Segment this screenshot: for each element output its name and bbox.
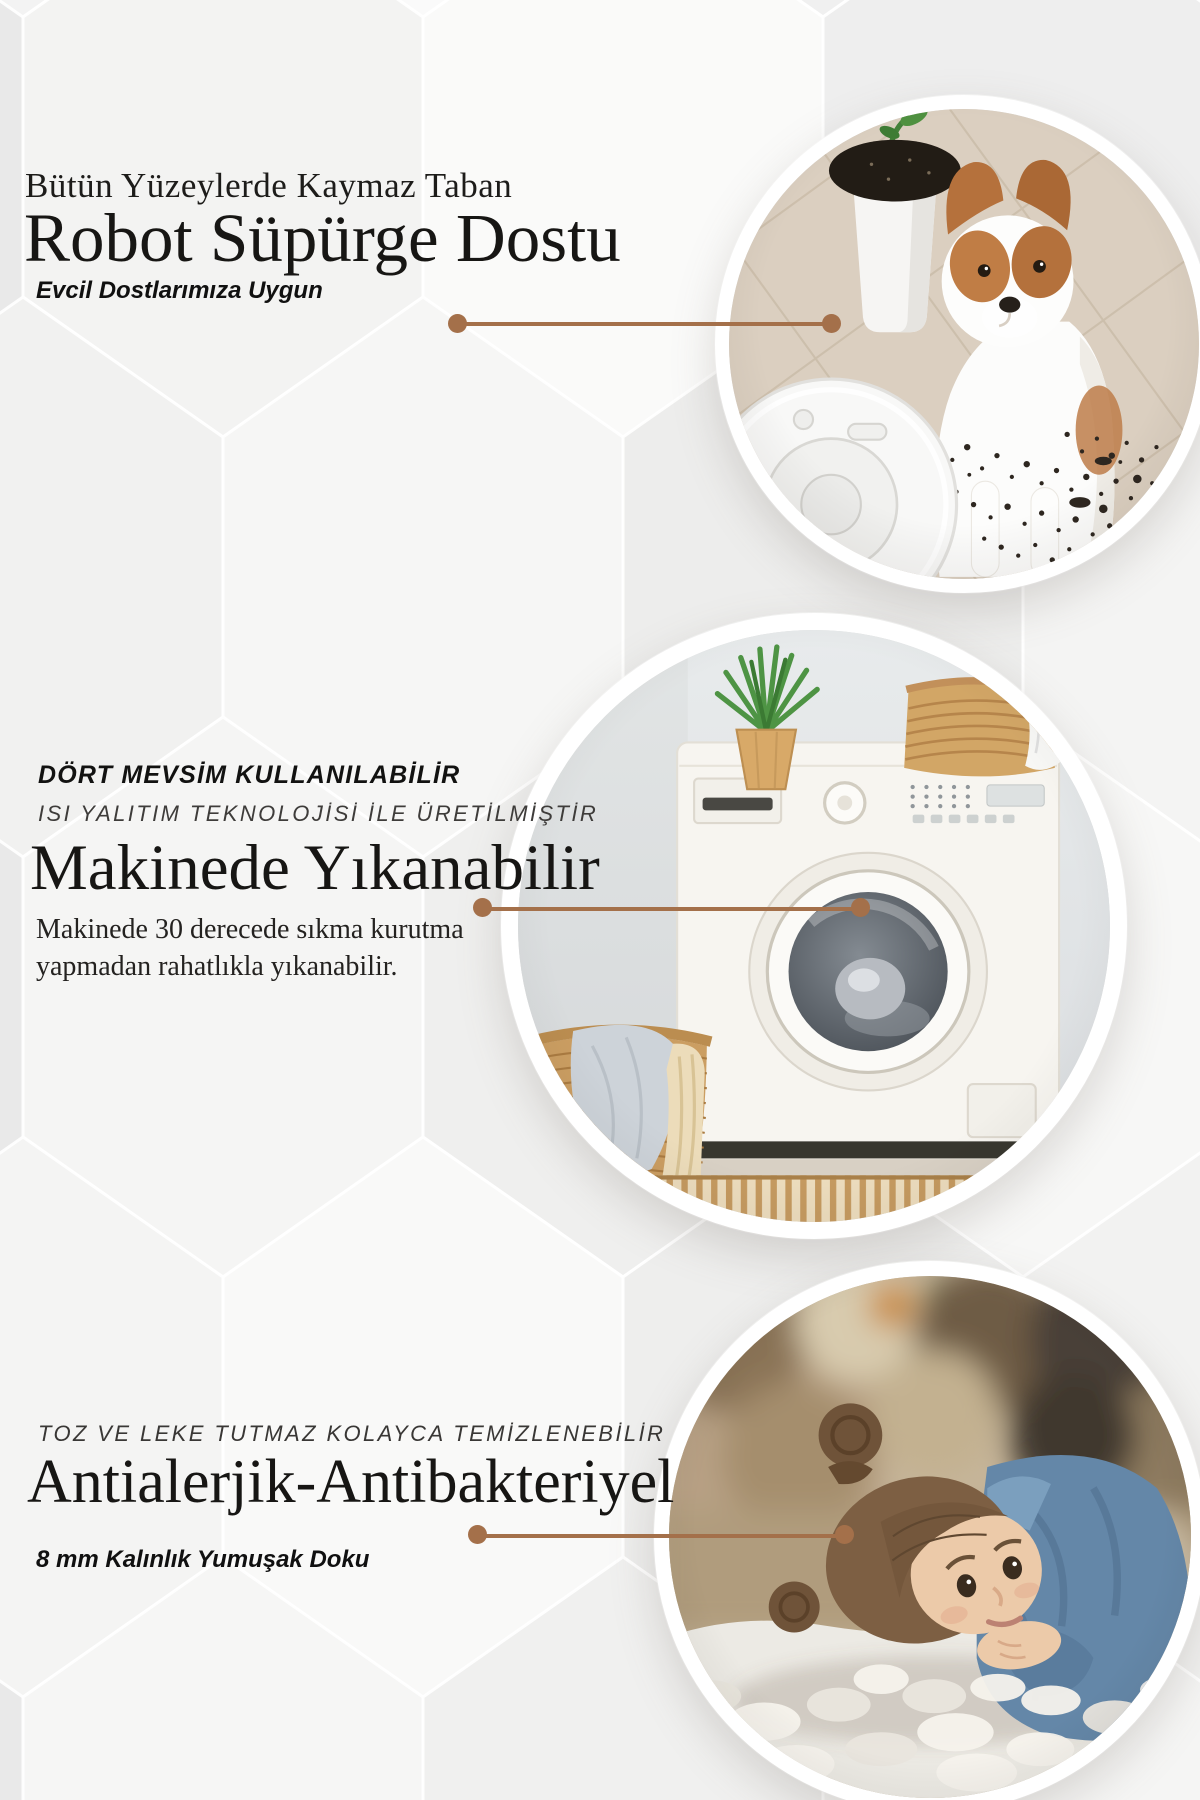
middle-body-line2: yapmadan rahatlıkla yıkanabilir.: [36, 951, 398, 982]
bottom-title: Antialerjik-Antibakteriyel: [27, 1448, 675, 1516]
leader-line-top: [458, 322, 832, 326]
dog-robot-vacuum-illustration: [729, 109, 1199, 579]
photo-dog-robot-vacuum: [715, 95, 1200, 593]
middle-body-line1: Makinede 30 derecede sıkma kurutma: [36, 914, 464, 945]
photo-child-on-carpet: [654, 1261, 1200, 1800]
leader-dot: [468, 1525, 487, 1544]
washing-machine-illustration: [518, 630, 1110, 1222]
leader-dot: [835, 1525, 854, 1544]
bottom-kicker: TOZ VE LEKE TUTMAZ KOLAYCA TEMİZLENEBİLİR: [38, 1421, 666, 1446]
top-eyebrow: Bütün Yüzeylerde Kaymaz Taban: [25, 166, 513, 205]
middle-subkicker: ISI YALITIM TEKNOLOJİSİ İLE ÜRETİLMİŞTİR: [38, 801, 599, 826]
top-tagline: Evcil Dostlarımıza Uygun: [36, 277, 323, 304]
middle-body: [36, 911, 464, 985]
middle-kicker: DÖRT MEVSİM KULLANILABİLİR: [38, 761, 461, 789]
top-title: Robot Süpürge Dostu: [24, 200, 621, 276]
photo-washing-machine: [501, 613, 1127, 1239]
leader-line-middle: [483, 907, 861, 911]
leader-line-bottom: [478, 1534, 845, 1538]
bottom-tagline: 8 mm Kalınlık Yumuşak Doku: [36, 1546, 370, 1573]
leader-dot: [448, 314, 467, 333]
leader-dot: [851, 898, 870, 917]
middle-title: Makinede Yıkanabilir: [30, 832, 600, 904]
leader-dot: [822, 314, 841, 333]
